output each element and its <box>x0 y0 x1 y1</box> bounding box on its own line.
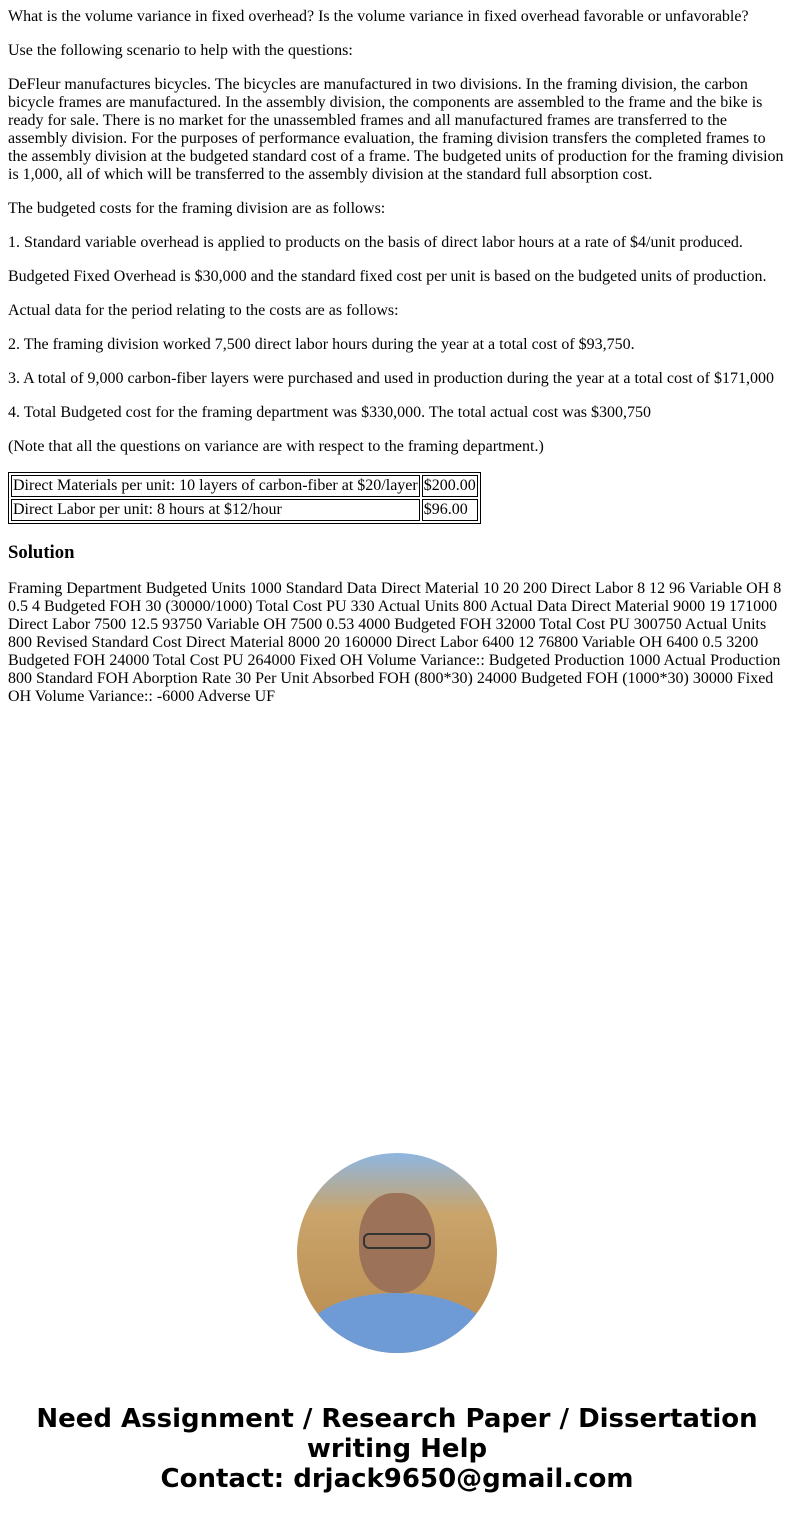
item-3: 3. A total of 9,000 carbon-fiber layers were purchased and used in production during the year at a total cost of $171,000 <box>8 370 774 387</box>
budgeted-heading: The budgeted costs for the framing division are as follows: <box>8 200 386 217</box>
row-label: Direct Labor per unit: 8 hours at $12/hour <box>11 499 420 521</box>
note: (Note that all the questions on variance are with respect to the framing department.) <box>8 438 544 455</box>
standard-cost-table <box>8 472 481 524</box>
fixed-overhead: Budgeted Fixed Overhead is $30,000 and the standard fixed cost per unit is based on the budgeted units of production. <box>8 268 767 285</box>
footer-contact: Contact: drjack9650@gmail.com <box>160 1464 634 1494</box>
question: What is the volume variance in fixed overhead? Is the volume variance in fixed overhead favorable or unfavorable? <box>8 8 749 25</box>
row-value: $200.00 <box>422 475 478 497</box>
solution-text: Framing Department Budgeted Units 1000 Standard Data Direct Material 10 20 200 Direct Labor 8 12 96 Variable OH 8 0.5 4 Budgeted FOH 30 (30000/1000) Total Cost PU 330 Actual Units 800 Actual Data Direct Material 9000 19 171000 Direct Labor 7500 12.5 93750 Variable OH 7500 0.53 4000 Budgeted FOH 32000 Total Cost PU 300750 Actual Units 800 Revised Standard Cost Direct Material 8000 20 160000 Direct Labor 6400 12 76800 Variable OH 6400 0.5 3200 Budgeted FOH 24000 Total Cost PU 264000 Fixed OH Volume Variance:: Budgeted Production 1000 Actual Production 800 Standard FOH Aborption Rate 30 Per Unit Absorbed FOH (800*30) 24000 Budgeted FOH (1000*30) 30000 Fixed OH Volume Variance:: -6000 Adverse UF <box>8 580 782 705</box>
footer-banner <box>0 1404 794 1494</box>
intro: Use the following scenario to help with the questions: <box>8 42 353 59</box>
item-2: 2. The framing division worked 7,500 direct labor hours during the year at a total cost of $93,750. <box>8 336 635 353</box>
table-row <box>11 499 478 521</box>
table-row <box>11 475 478 497</box>
row-label: Direct Materials per unit: 10 layers of carbon-fiber at $20/layer <box>11 475 420 497</box>
item-1: 1. Standard variable overhead is applied to products on the basis of direct labor hours at a rate of $4/unit produced. <box>8 234 743 251</box>
row-value: $96.00 <box>422 499 478 521</box>
avatar-shirt <box>307 1293 487 1353</box>
actual-heading: Actual data for the period relating to the costs are as follows: <box>8 302 399 319</box>
avatar-glasses <box>363 1233 431 1249</box>
footer-line-1: Need Assignment / Research Paper / Dissertation writing Help <box>36 1404 758 1464</box>
scenario: DeFleur manufactures bicycles. The bicycles are manufactured in two divisions. In the framing division, the carbon bicycle frames are manufactured. In the assembly division, the components are assembled to the frame and the bike is ready for sale. There is no market for the unassembled frames and all manufactured frames are transferred to the assembly division. For the purposes of performance evaluation, the framing division transfers the completed frames to the assembly division at the budgeted standard cost of a frame. The budgeted units of production for the framing division is 1,000, all of which will be transferred to the assembly division at the standard full absorption cost. <box>8 76 784 183</box>
solution-heading: Solution <box>8 542 75 563</box>
item-4: 4. Total Budgeted cost for the framing department was $330,000. The total actual cost was $300,750 <box>8 404 652 421</box>
author-avatar <box>297 1153 497 1353</box>
